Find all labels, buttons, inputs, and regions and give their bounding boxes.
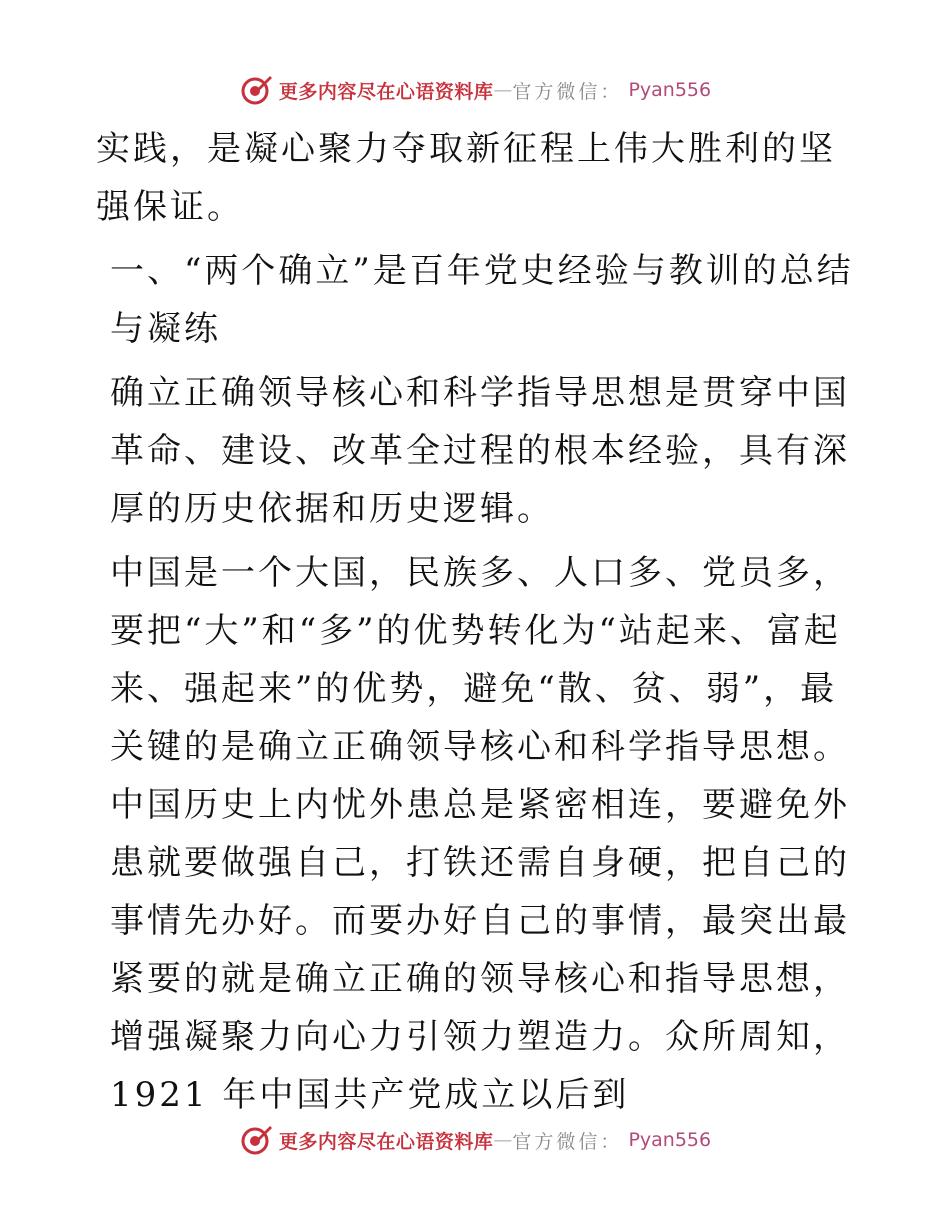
header-watermark-banner [0,70,950,110]
paragraph: 确立正确领导核心和科学指导思想是贯穿中国革命、建设、改革全过程的根本经验，具有深厚的历史依据和历史逻辑。 [110,373,850,529]
banner-dash: — [493,1129,513,1151]
paragraph-intro: 实践，是凝心聚力夺取新征程上伟大胜利的坚强保证。 [96,129,836,227]
section-heading: 一、“两个确立”是百年党史经验与教训的总结与凝练 [110,251,854,349]
banner-dash: — [493,79,513,101]
pen-logo-icon [239,73,273,107]
document-body [96,120,856,1130]
official-wechat-label: 官方微信： [512,1130,623,1153]
footer-watermark-banner [0,1120,950,1160]
site-name: 更多内容尽在心语资料库 [278,80,494,103]
paragraph: 中国是一个大国，民族多、人口多、党员多，要把“大”和“多”的优势转化为“站起来、富起来、强起来”的优势，避免“散、贫、弱”，最关键的是确立正确领导核心和科学指导思想。中国历史上内忧外患总是紧密相连，要避免外患就要做强自己，打铁还需自身硬，把自己的事情先办好。而要办好自己的事情，最突出最紧要的就是确立正确的领导核心和指导思想，增强凝聚力向心力引领力塑造力。众所周知，1921 年中国共产党成立以后到 [110,553,850,1115]
pen-logo-icon [239,1123,273,1157]
site-name: 更多内容尽在心语资料库 [278,1130,494,1153]
wechat-id: Pyan556 [628,79,712,101]
official-wechat-label: 官方微信： [512,80,623,103]
wechat-id: Pyan556 [628,1129,712,1151]
